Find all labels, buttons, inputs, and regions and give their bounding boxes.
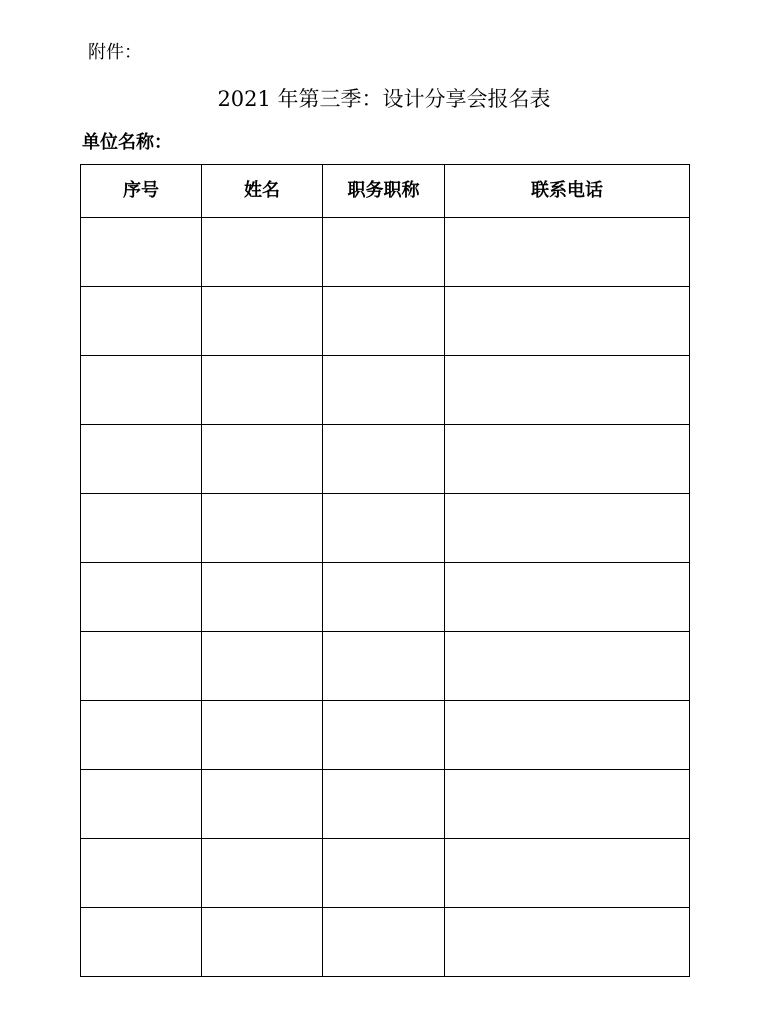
table-row [81, 839, 690, 908]
name-cell [202, 770, 323, 839]
page-title: 2021 年第三季：设计分享会报名表 [217, 87, 551, 111]
number-cell [81, 287, 202, 356]
table-row [81, 494, 690, 563]
table-body [81, 218, 690, 977]
table-row [81, 356, 690, 425]
table-row [81, 218, 690, 287]
table-row [81, 632, 690, 701]
name-cell [202, 287, 323, 356]
name-cell [202, 563, 323, 632]
phone-cell [445, 839, 690, 908]
position-cell [323, 701, 445, 770]
name-cell [202, 218, 323, 287]
phone-cell [445, 770, 690, 839]
position-cell [323, 287, 445, 356]
table-row [81, 770, 690, 839]
phone-cell [445, 287, 690, 356]
position-cell [323, 632, 445, 701]
number-cell [81, 908, 202, 977]
number-cell [81, 632, 202, 701]
name-cell [202, 356, 323, 425]
position-cell [323, 839, 445, 908]
phone-cell [445, 494, 690, 563]
phone-cell [445, 701, 690, 770]
position-cell [323, 356, 445, 425]
number-cell [81, 839, 202, 908]
position-cell [323, 563, 445, 632]
number-cell [81, 563, 202, 632]
table-row [81, 908, 690, 977]
number-cell [81, 770, 202, 839]
column-header-phone: 联系电话 [445, 165, 690, 218]
table-row [81, 563, 690, 632]
name-cell [202, 632, 323, 701]
registration-table [80, 164, 690, 977]
position-cell [323, 770, 445, 839]
name-cell [202, 425, 323, 494]
phone-cell [445, 218, 690, 287]
number-cell [81, 218, 202, 287]
column-header-position: 职务职称 [323, 165, 445, 218]
position-cell [323, 425, 445, 494]
number-cell [81, 701, 202, 770]
unit-name-label: 单位名称： [82, 132, 172, 153]
phone-cell [445, 356, 690, 425]
name-cell [202, 701, 323, 770]
table-row [81, 425, 690, 494]
number-cell [81, 356, 202, 425]
phone-cell [445, 632, 690, 701]
table-row [81, 701, 690, 770]
attachment-label: 附件： [88, 42, 142, 63]
table-header-row [81, 165, 690, 218]
name-cell [202, 494, 323, 563]
column-header-number: 序号 [81, 165, 202, 218]
position-cell [323, 494, 445, 563]
table-row [81, 287, 690, 356]
phone-cell [445, 425, 690, 494]
phone-cell [445, 908, 690, 977]
name-cell [202, 839, 323, 908]
position-cell [323, 908, 445, 977]
number-cell [81, 425, 202, 494]
column-header-name: 姓名 [202, 165, 323, 218]
position-cell [323, 218, 445, 287]
phone-cell [445, 563, 690, 632]
number-cell [81, 494, 202, 563]
name-cell [202, 908, 323, 977]
